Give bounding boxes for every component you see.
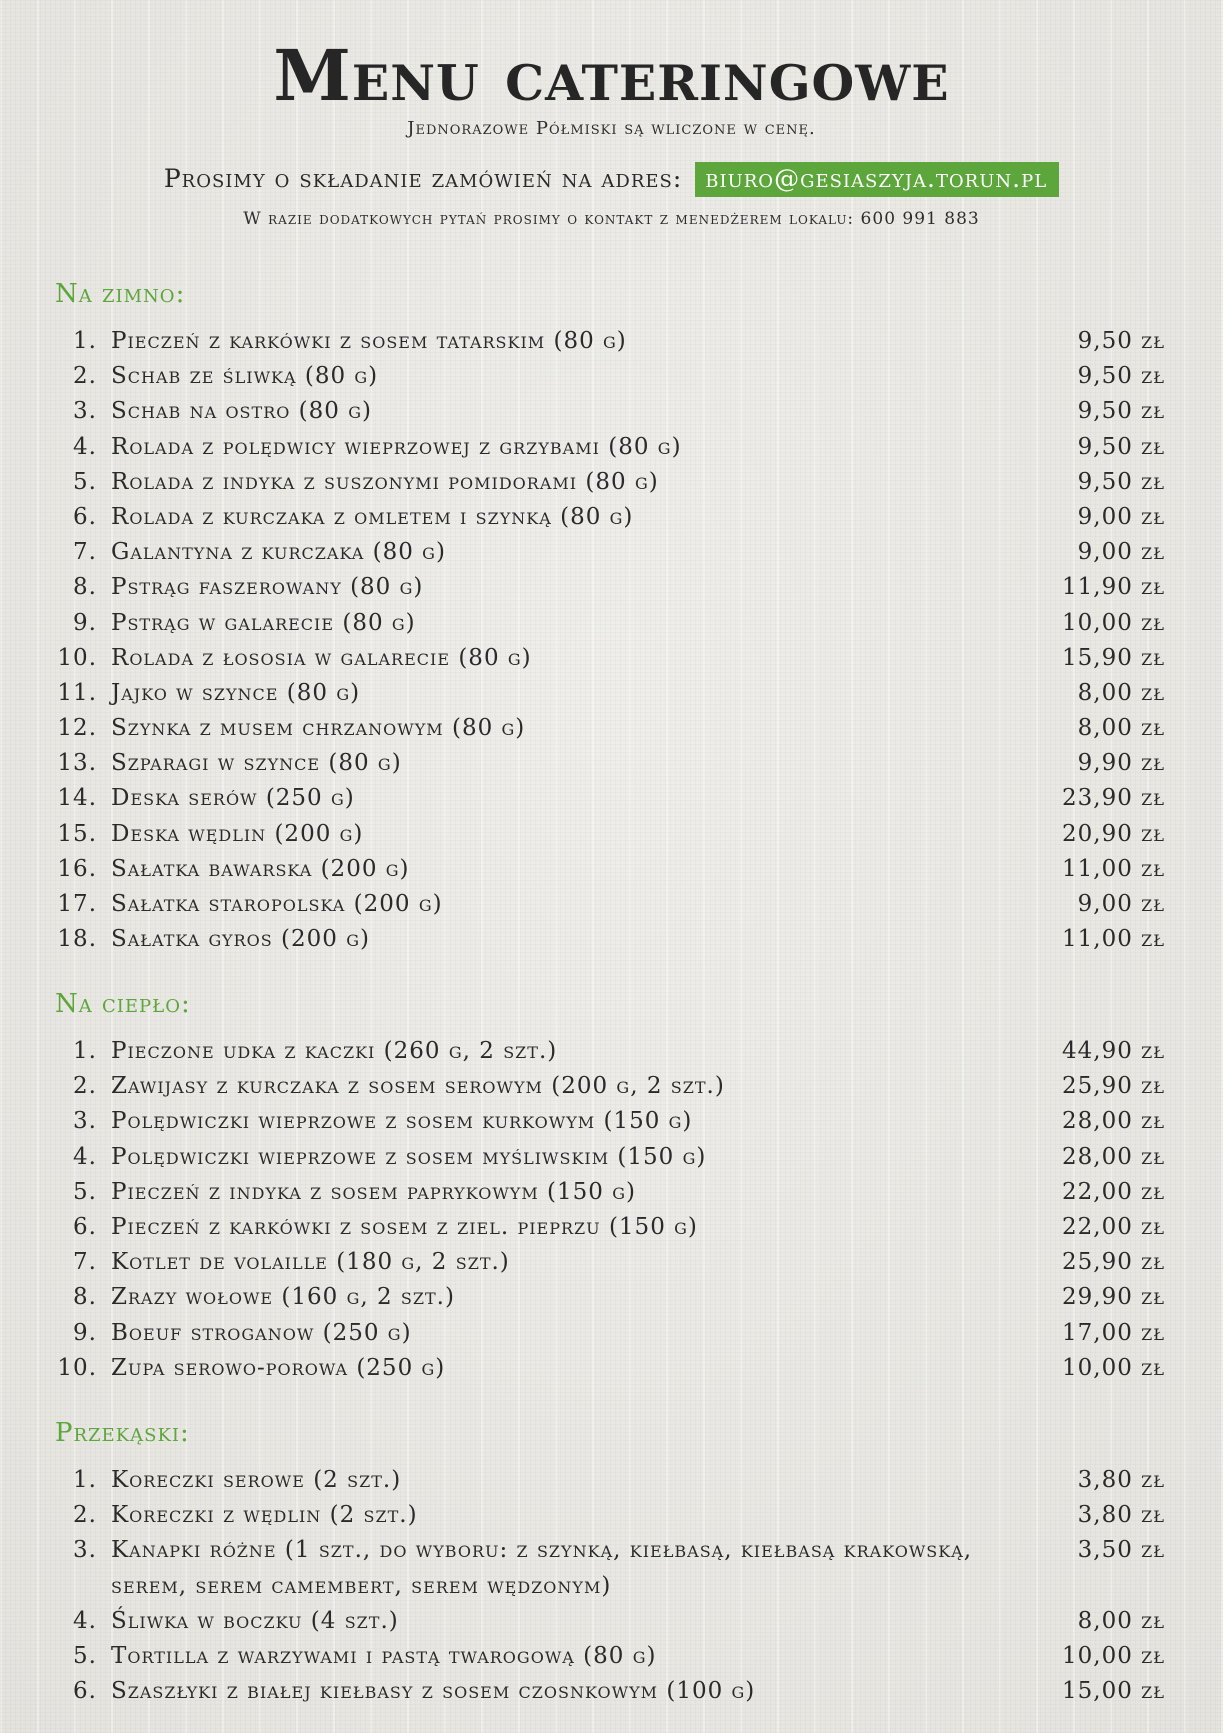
item-number: 12.	[57, 715, 97, 742]
page-title: Menu cateringowe	[273, 34, 950, 117]
item-name: Kotlet de volaille (180 g, 2 szt.)	[111, 1249, 510, 1276]
menu-item	[55, 324, 1165, 359]
item-name: Zawijasy z kurczaka z sosem serowym (200 g, 2 szt.)	[111, 1073, 725, 1100]
item-name: Schab ze śliwką (80 g)	[111, 363, 379, 390]
menu-list	[55, 324, 1165, 957]
item-name: Pieczone udka z kaczki (260 g, 2 szt.)	[111, 1038, 558, 1064]
menu-item	[55, 1316, 1165, 1351]
order-instructions	[0, 162, 1223, 197]
menu-item	[55, 394, 1165, 429]
item-price: 29,90 zł	[1062, 1284, 1165, 1311]
item-number: 10.	[57, 644, 97, 671]
menu-item	[55, 465, 1165, 500]
item-price: 28,00 zł	[1062, 1108, 1165, 1135]
menu-item	[55, 1245, 1165, 1280]
item-number: 16.	[57, 855, 97, 882]
item-number: 6.	[73, 1213, 97, 1240]
item-price: 15,00 zł	[1062, 1678, 1165, 1705]
item-number: 8.	[73, 1284, 97, 1311]
item-price: 17,00 zł	[1062, 1319, 1165, 1346]
item-price: 8,00 zł	[1077, 715, 1165, 742]
item-price: 3,50 zł	[1077, 1537, 1165, 1564]
item-price: 9,50 zł	[1077, 433, 1165, 460]
item-number: 1.	[73, 328, 97, 354]
menu-item	[55, 430, 1165, 465]
item-price: 22,00 zł	[1062, 1178, 1165, 1205]
email-address-link[interactable]: biuro@gesiaszyja.torun.pl	[695, 162, 1059, 197]
item-price: 22,00 zł	[1062, 1213, 1165, 1240]
item-price: 8,00 zł	[1077, 679, 1165, 706]
item-number: 4.	[73, 433, 97, 460]
contact-info: W razie dodatkowych pytań prosimy o kontakt z menedżerem lokalu: 600 991 883	[243, 209, 980, 229]
menu-item	[55, 359, 1165, 394]
item-name: Szaszłyki z białej kiełbasy z sosem czosnkowym (100 g)	[111, 1678, 756, 1705]
item-name: Pieczeń z karkówki z sosem z ziel. pieprzu (150 g)	[111, 1213, 698, 1240]
platters-note: Jednorazowe Półmiski są wliczone w cenę.	[407, 118, 816, 139]
item-name: Schab na ostro (80 g)	[111, 398, 372, 425]
menu-item	[55, 1104, 1165, 1139]
menu-item	[55, 641, 1165, 676]
item-number: 3.	[73, 1108, 97, 1135]
item-price: 9,50 zł	[1077, 398, 1165, 425]
item-name: Śliwka w boczku (4 szt.)	[111, 1607, 399, 1634]
item-name: Koreczki serowe (2 szt.)	[111, 1467, 402, 1493]
menu-item	[55, 1674, 1165, 1709]
section-hot	[55, 986, 1165, 1386]
item-price: 9,00 zł	[1077, 539, 1165, 566]
item-number: 1.	[73, 1038, 97, 1064]
item-number: 3.	[73, 398, 97, 425]
item-number: 13.	[57, 750, 97, 777]
item-name: Koreczki z wędlin (2 szt.)	[111, 1502, 418, 1529]
menu-list	[55, 1034, 1165, 1386]
menu-item	[55, 606, 1165, 641]
item-number: 9.	[73, 1319, 97, 1346]
item-number: 5.	[73, 468, 97, 495]
item-price: 28,00 zł	[1062, 1143, 1165, 1170]
item-number: 2.	[73, 363, 97, 390]
item-name: Pieczeń z karkówki z sosem tatarskim (80 g)	[111, 328, 627, 354]
item-name: Deska serów (250 g)	[111, 785, 355, 812]
item-price: 10,00 zł	[1062, 609, 1165, 636]
menu-item	[55, 1069, 1165, 1104]
item-name: Zupa serowo-porowa (250 g)	[111, 1354, 446, 1381]
item-number: 2.	[73, 1502, 97, 1529]
section-heading: Na zimno:	[55, 279, 186, 309]
item-name: Polędwiczki wieprzowe z sosem myśliwskim (150 g)	[111, 1143, 707, 1170]
item-price: 11,90 zł	[1062, 574, 1165, 601]
menu-item	[55, 1498, 1165, 1533]
menu-item	[55, 1351, 1165, 1386]
menu-item	[55, 887, 1165, 922]
item-price: 44,90 zł	[1062, 1038, 1165, 1064]
menu-item	[55, 1463, 1165, 1498]
item-name: Galantyna z kurczaka (80 g)	[111, 539, 446, 566]
item-name: Polędwiczki wieprzowe z sosem kurkowym (150 g)	[111, 1108, 693, 1135]
section-heading: Na ciepło:	[55, 989, 191, 1019]
item-price: 10,00 zł	[1062, 1642, 1165, 1669]
item-name: Deska wędlin (200 g)	[111, 820, 364, 847]
item-name: Sałatka staropolska (200 g)	[111, 891, 443, 917]
item-name: Jajko w szynce (80 g)	[111, 679, 361, 706]
item-number: 17.	[57, 891, 97, 917]
section-cold	[55, 276, 1165, 957]
item-number: 14.	[57, 785, 97, 812]
menu-item	[55, 500, 1165, 535]
item-number: 7.	[73, 539, 97, 566]
item-price: 15,90 zł	[1062, 644, 1165, 671]
item-price: 9,00 zł	[1077, 891, 1165, 917]
menu-item	[55, 570, 1165, 605]
item-name: Rolada z indyka z suszonymi pomidorami (80 g)	[111, 468, 659, 495]
menu-item	[55, 676, 1165, 711]
item-name: Zrazy wołowe (160 g, 2 szt.)	[111, 1284, 455, 1311]
order-text: Prosimy o składanie zamówień na adres:	[163, 164, 683, 193]
item-price: 11,00 zł	[1062, 926, 1165, 953]
item-name: Rolada z kurczaka z omletem i szynką (80 g)	[111, 503, 634, 530]
section-heading: Przekąski:	[55, 1418, 190, 1448]
item-number: 4.	[73, 1143, 97, 1170]
menu-list	[55, 1463, 1165, 1709]
item-number: 6.	[73, 503, 97, 530]
menu-item	[55, 746, 1165, 781]
item-name: Sałatka bawarska (200 g)	[111, 855, 410, 882]
item-number: 10.	[57, 1354, 97, 1381]
menu-item	[55, 535, 1165, 570]
item-name: Sałatka gyros (200 g)	[111, 926, 370, 953]
item-number: 2.	[73, 1073, 97, 1100]
item-name: Pieczeń z indyka z sosem paprykowym (150 g)	[111, 1178, 636, 1205]
section-snacks	[55, 1415, 1165, 1709]
item-number: 3.	[73, 1537, 97, 1564]
item-name: Rolada z łososia w galarecie (80 g)	[111, 644, 532, 671]
item-price: 10,00 zł	[1062, 1354, 1165, 1381]
item-price: 25,90 zł	[1062, 1249, 1165, 1276]
menu-item	[55, 852, 1165, 887]
menu-item	[55, 1639, 1165, 1674]
menu-item	[55, 817, 1165, 852]
menu-item	[55, 1175, 1165, 1210]
item-number: 8.	[73, 574, 97, 601]
item-number: 7.	[73, 1249, 97, 1276]
item-number: 4.	[73, 1607, 97, 1634]
menu-item	[55, 1280, 1165, 1315]
item-name: Rolada z polędwicy wieprzowej z grzybami (80 g)	[111, 433, 682, 460]
item-price: 23,90 zł	[1062, 785, 1165, 812]
item-number: 9.	[73, 609, 97, 636]
item-number: 18.	[57, 926, 97, 953]
item-price: 25,90 zł	[1062, 1073, 1165, 1100]
item-price: 3,80 zł	[1077, 1502, 1165, 1529]
item-price: 9,50 zł	[1077, 363, 1165, 390]
item-price: 9,50 zł	[1077, 328, 1165, 354]
item-price: 3,80 zł	[1077, 1467, 1165, 1493]
item-number: 1.	[73, 1467, 97, 1493]
menu-item	[55, 711, 1165, 746]
item-price: 8,00 zł	[1077, 1607, 1165, 1634]
item-number: 15.	[57, 820, 97, 847]
item-name: Boeuf stroganow (250 g)	[111, 1319, 412, 1346]
menu-item	[55, 1034, 1165, 1069]
menu-item	[55, 781, 1165, 816]
menu-item	[55, 1533, 1165, 1603]
item-name: Pstrąg faszerowany (80 g)	[111, 574, 424, 601]
item-number: 5.	[73, 1642, 97, 1669]
item-name: Pstrąg w galarecie (80 g)	[111, 609, 416, 636]
menu-item	[55, 922, 1165, 957]
item-number: 11.	[57, 679, 97, 706]
item-name: Szparagi w szynce (80 g)	[111, 750, 402, 777]
item-name: Tortilla z warzywami i pastą twarogową (80 g)	[111, 1642, 657, 1669]
item-name: Szynka z musem chrzanowym (80 g)	[111, 715, 526, 742]
item-number: 6.	[73, 1678, 97, 1705]
menu-item	[55, 1140, 1165, 1175]
menu-item	[55, 1604, 1165, 1639]
item-price: 9,90 zł	[1077, 750, 1165, 777]
menu-item	[55, 1210, 1165, 1245]
item-price: 9,00 zł	[1077, 503, 1165, 530]
item-price: 20,90 zł	[1062, 820, 1165, 847]
item-price: 9,50 zł	[1077, 468, 1165, 495]
item-number: 5.	[73, 1178, 97, 1205]
item-price: 11,00 zł	[1062, 855, 1165, 882]
item-name: Kanapki różne (1 szt., do wyboru: z szynką, kiełbasą, kiełbasą krakowską, serem, serem camembert, serem wędzonym)	[111, 1537, 973, 1599]
